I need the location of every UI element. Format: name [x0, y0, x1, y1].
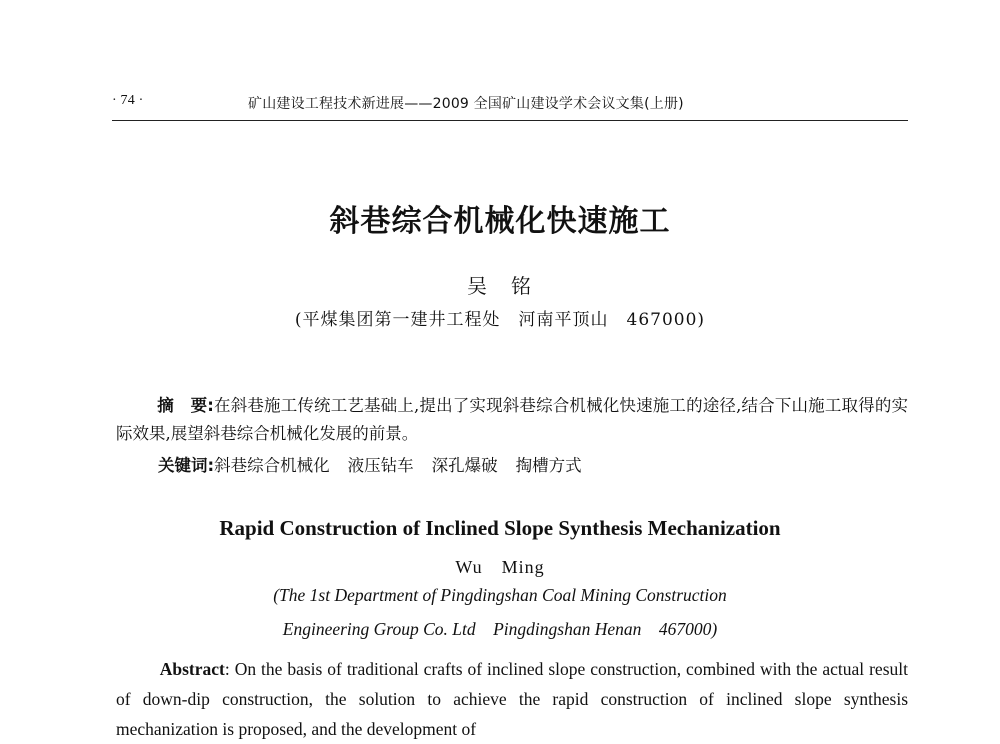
page-number: · 74 ·	[112, 93, 144, 108]
keyword-item: 掏槽方式	[515, 456, 582, 475]
keywords-chinese	[158, 452, 908, 480]
journal-title: 矿山建设工程技术新进展——2009 全国矿山建设学术会议文集(上册)	[248, 96, 684, 112]
abstract-text-chinese: 在斜巷施工传统工艺基础上,提出了实现斜巷综合机械化快速施工的途径,结合下山施工取得的实际效果,展望斜巷综合机械化发展的前景。	[116, 396, 908, 443]
keywords-label-chinese: 关键词:	[158, 456, 215, 475]
affiliation-english-line1: (The 1st Department of Pingdingshan Coal Mining Construction	[273, 585, 727, 605]
keyword-item: 深孔爆破	[431, 456, 498, 475]
abstract-label-english: Abstract	[159, 659, 225, 679]
keyword-item: 液压钻车	[347, 456, 414, 475]
affiliation-english-line2: Engineering Group Co. Ltd Pingdingshan Henan 467000)	[282, 619, 718, 639]
author-chinese: 吴 铭	[467, 274, 533, 298]
abstract-text-english: On the basis of traditional crafts of inclined slope construction, combined with the actual result of down-dip construction, the solution to achieve the rapid construction of inclined slope synthesis mechanization is proposed, and the development of	[116, 659, 908, 739]
abstract-colon: :	[224, 659, 235, 679]
header-divider	[112, 120, 908, 121]
author-english: Wu Ming	[455, 557, 545, 577]
abstract-english	[116, 654, 908, 744]
abstract-label-chinese: 摘 要:	[157, 396, 214, 415]
affiliation-chinese: (平煤集团第一建井工程处 河南平顶山 467000)	[294, 310, 706, 330]
paper-title-english: Rapid Construction of Inclined Slope Synthesis Mechanization	[219, 516, 781, 540]
running-header	[112, 88, 908, 114]
keyword-item: 斜巷综合机械化	[214, 456, 330, 475]
paper-title-chinese: 斜巷综合机械化快速施工	[329, 204, 671, 239]
abstract-chinese	[116, 392, 908, 448]
